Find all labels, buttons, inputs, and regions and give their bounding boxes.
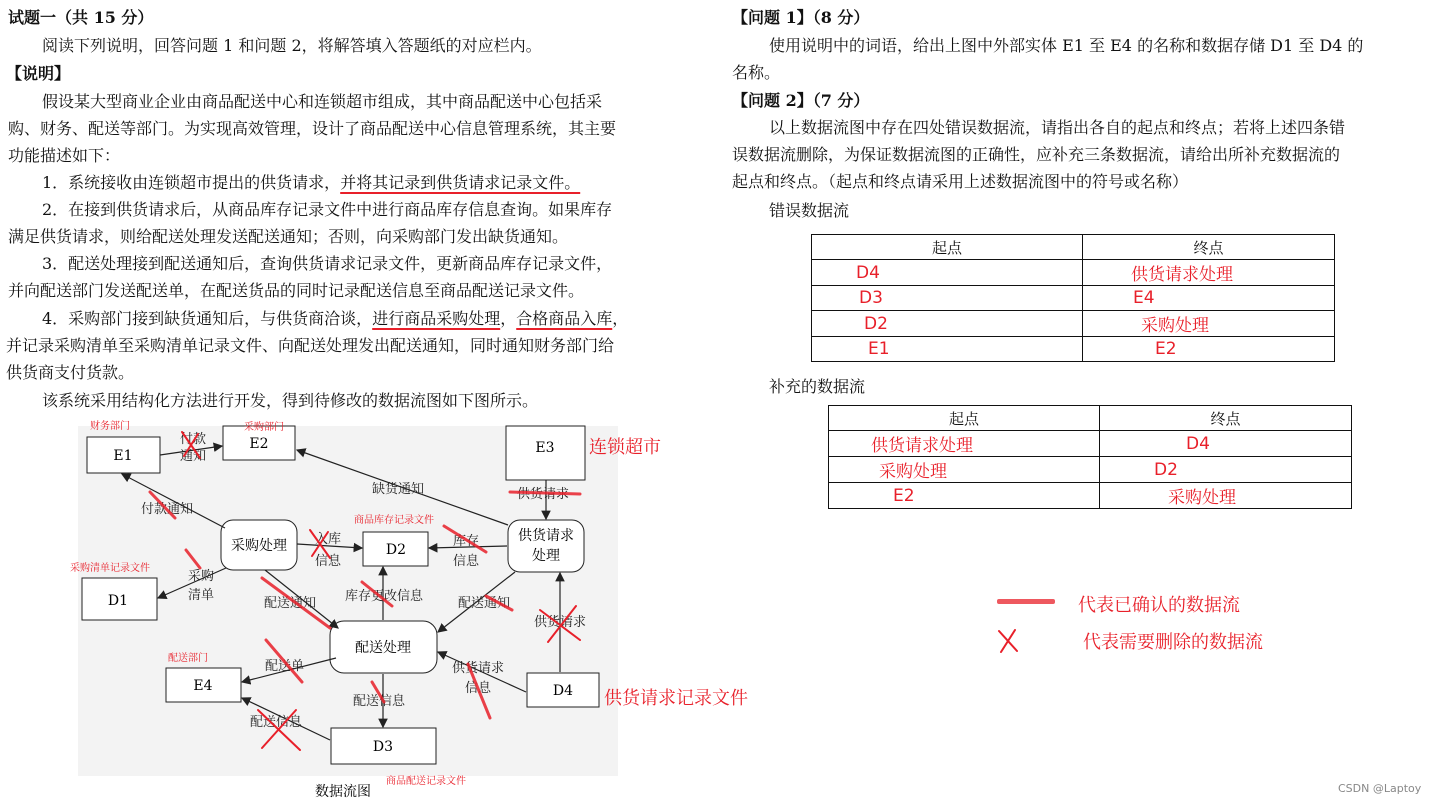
annot-e4: 配送部门 [168, 653, 208, 664]
item4-line3: 供货商支付货款。 [6, 363, 135, 382]
wrong-row2-start: D3 [812, 286, 1083, 311]
flow-pay-2: 通知 [180, 449, 207, 464]
supp-row3-start: E2 [829, 483, 1100, 509]
wrong-row1-start: D4 [812, 260, 1083, 286]
item4-underlined-2: 合格商品入库 [516, 309, 613, 328]
flow-shortage: 缺货通知 [372, 482, 425, 497]
table-row [829, 457, 1352, 483]
flow-buy-list-2: 清单 [188, 588, 215, 603]
item1-underlined: 并将其记录到供货请求记录文件。 [340, 173, 581, 192]
supply-label-2: 处理 [532, 548, 560, 564]
annot-e2: 采购部门 [244, 422, 284, 433]
wrong-row4-end: E2 [1083, 337, 1335, 362]
d3-label: D3 [372, 739, 394, 755]
para1-line3: 功能描述如下： [8, 146, 121, 165]
wrong-row4-start: E1 [812, 337, 1083, 362]
purchase-label: 采购处理 [231, 538, 287, 554]
supp-header-end: 终点 [1100, 406, 1352, 431]
supp-row2-end: D2 [1100, 457, 1352, 483]
diagram-caption: 数据流图 [315, 784, 371, 800]
legend-delete-text: 代表需要删除的数据流 [1083, 632, 1263, 653]
exam-header: 试题一（共 15 分） [8, 8, 154, 27]
item1 [42, 169, 580, 196]
q2-line2: 误数据流删除，为保证数据流图的正确性，应补充三条数据流，请给出所补充数据流的 [732, 145, 1341, 164]
item4-line2: 并记录采购清单至采购清单记录文件、向配送处理发出配送通知，同时通知财务部门给 [6, 336, 615, 355]
item4-comma-2: ， [612, 309, 629, 328]
flow-supply-info-2: 信息 [465, 681, 492, 696]
e2-label: E2 [249, 436, 269, 452]
flow-deliver-info-left: 配送信息 [250, 715, 303, 730]
data-flow-diagram [0, 410, 780, 805]
supp-row1-end: D4 [1100, 431, 1352, 457]
item2-line1: 2．在接到供货请求后，从商品库存记录文件中进行商品库存信息查询。如果库存 [42, 200, 613, 219]
flow-stock-in-2: 信息 [315, 554, 342, 569]
item3-line2: 并向配送部门发送配送单，在配送货品的同时记录配送信息至商品配送记录文件。 [8, 281, 585, 300]
item4-text: 4．采购部门接到缺货通知后，与供货商洽谈， [42, 309, 373, 328]
wrong-row3-start: D2 [812, 311, 1083, 337]
wrong-flows-table [811, 234, 1335, 362]
table-row [812, 311, 1335, 337]
flow-buy-list-1: 采购 [188, 569, 215, 584]
wrong-flows-label: 错误数据流 [769, 201, 850, 220]
item3-line1: 3．配送处理接到配送通知后，查询供货请求记录文件，更新商品库存记录文件， [42, 254, 613, 273]
flow-stock-2: 信息 [453, 554, 480, 569]
wrong-row1-end: 供货请求处理 [1083, 260, 1335, 286]
supply-label-1: 供货请求 [518, 528, 574, 544]
flow-deliver-sheet: 配送单 [265, 659, 305, 674]
para1-line2: 购、财务、配送等部门。为实现高效管理，设计了商品配送中心信息管理系统，其主要 [8, 119, 617, 138]
wrong-header-end: 终点 [1083, 235, 1335, 260]
item4-underlined-1: 进行商品采购处理 [372, 309, 501, 328]
flow-supply-req-top: 供货请求 [517, 487, 570, 502]
table-row [812, 337, 1335, 362]
q1-line1: 使用说明中的词语，给出上图中外部实体 E1 至 E4 的名称和数据存储 D1 至 D4 的 [769, 36, 1364, 55]
d4-label: D4 [552, 683, 574, 699]
e3-label: E3 [535, 440, 555, 456]
e1-label: E1 [113, 448, 133, 464]
section-title: 【说明】 [6, 64, 71, 83]
table-row [812, 286, 1335, 311]
flow-stock-update: 库存更改信息 [345, 589, 424, 604]
supp-flows-label: 补充的数据流 [769, 377, 866, 396]
watermark: CSDN @Laptoy [1338, 782, 1422, 795]
flow-stock-in-1: 入库 [315, 532, 342, 547]
annot-d4: 供货请求记录文件 [604, 688, 748, 709]
wrong-row2-end: E4 [1083, 286, 1335, 311]
q1-title: 【问题 1】（8 分） [732, 8, 870, 27]
annot-d2: 商品库存记录文件 [354, 515, 434, 526]
supp-row2-start: 采购处理 [829, 457, 1100, 483]
q1-line2: 名称。 [732, 63, 781, 82]
table-row [829, 483, 1352, 509]
supp-row3-end: 采购处理 [1100, 483, 1352, 509]
para1-line1: 假设某大型商业企业由商品配送中心和连锁超市组成，其中商品配送中心包括采 [42, 92, 603, 111]
flow-deliver-notice-left: 配送通知 [264, 596, 317, 611]
delivery-label: 配送处理 [355, 640, 411, 656]
wrong-row3-end: 采购处理 [1083, 311, 1335, 337]
supp-flows-table [828, 405, 1352, 509]
item1-text: 1．系统接收由连锁超市提出的供货请求， [42, 173, 341, 192]
table-row [829, 431, 1352, 457]
flow-deliver-info-down: 配送信息 [353, 694, 406, 709]
legend-delete-x-icon [996, 628, 1020, 654]
d2-label: D2 [385, 542, 407, 558]
item2-line2: 满足供货请求，则给配送处理发送配送通知；否则，向采购部门发出缺货通知。 [8, 227, 569, 246]
flow-pay-notice: 付款通知 [141, 502, 194, 517]
legend-confirmed-swatch [997, 599, 1055, 604]
supp-row1-start: 供货请求处理 [829, 431, 1100, 457]
q2-title: 【问题 2】（7 分） [732, 91, 870, 110]
flow-deliver-notice-right: 配送通知 [458, 596, 511, 611]
flow-supply-info-1: 供货请求 [452, 661, 505, 676]
para-end: 该系统采用结构化方法进行开发，得到待修改的数据流图如下图所示。 [42, 391, 539, 410]
wrong-header-start: 起点 [812, 235, 1083, 260]
flow-supply-req-right: 供货请求 [534, 615, 587, 630]
item4-comma-1: ， [500, 309, 517, 328]
table-row [812, 260, 1335, 286]
q2-line1: 以上数据流图中存在四处错误数据流，请指出各自的起点和终点；若将上述四条错 [769, 118, 1346, 137]
flow-pay-1: 付款 [180, 432, 207, 447]
q2-line3: 起点和终点。（起点和终点请采用上述数据流图中的符号或名称） [732, 172, 1189, 191]
flow-stock-1: 库存 [453, 534, 480, 549]
annot-d3: 商品配送记录文件 [386, 776, 466, 787]
annot-d1: 采购清单记录文件 [70, 563, 150, 574]
legend-confirmed-text: 代表已确认的数据流 [1078, 595, 1240, 616]
e4-label: E4 [193, 678, 213, 694]
annot-e1: 财务部门 [90, 421, 130, 432]
annot-e3: 连锁超市 [589, 437, 661, 458]
supp-header-start: 起点 [829, 406, 1100, 431]
item4-line1 [42, 305, 628, 332]
d1-label: D1 [107, 593, 129, 609]
intro-text: 阅读下列说明，回答问题 1 和问题 2，将解答填入答题纸的对应栏内。 [42, 36, 542, 55]
